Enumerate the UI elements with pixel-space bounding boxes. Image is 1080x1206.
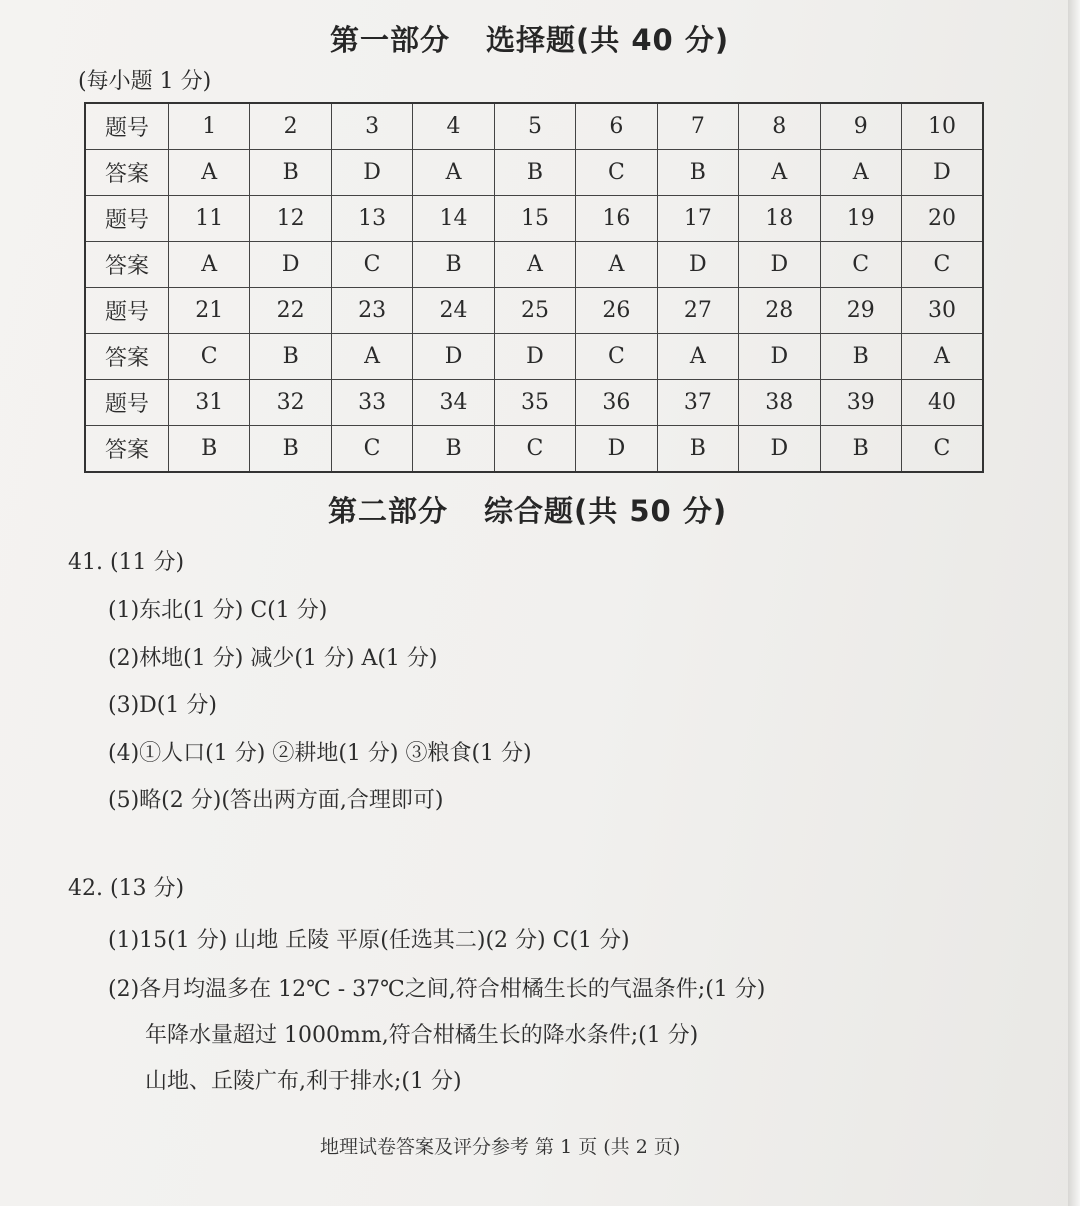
number-cell: 20 bbox=[901, 196, 983, 242]
q42-line-2: (2)各月均温多在 12℃ - 37℃之间,符合柑橘生长的气温条件;(1 分) bbox=[108, 977, 766, 1002]
number-cell: 38 bbox=[739, 380, 820, 426]
q41-line-4: (4)①人口(1 分) ②耕地(1 分) ③粮食(1 分) bbox=[108, 741, 532, 766]
answer-cell: C bbox=[576, 150, 657, 196]
answer-cell: A bbox=[494, 242, 575, 288]
answer-cell: C bbox=[901, 426, 983, 473]
answer-cell: B bbox=[250, 426, 331, 473]
part1-heading bbox=[330, 18, 729, 59]
number-row-label: 题号 bbox=[85, 103, 169, 150]
answer-cell: B bbox=[413, 242, 494, 288]
number-cell: 10 bbox=[901, 103, 983, 150]
answer-cell: B bbox=[494, 150, 575, 196]
part1-title: 第一部分 bbox=[330, 23, 451, 57]
answer-cell: C bbox=[901, 242, 983, 288]
number-cell: 21 bbox=[169, 288, 250, 334]
number-cell: 3 bbox=[331, 103, 412, 150]
number-cell: 30 bbox=[901, 288, 983, 334]
answer-cell: A bbox=[169, 150, 250, 196]
answer-cell: B bbox=[657, 426, 738, 473]
number-cell: 28 bbox=[739, 288, 820, 334]
answer-cell: C bbox=[820, 242, 901, 288]
answer-cell: B bbox=[820, 334, 901, 380]
number-cell: 22 bbox=[250, 288, 331, 334]
number-cell: 23 bbox=[331, 288, 412, 334]
number-cell: 15 bbox=[494, 196, 575, 242]
q41-header: 41. (11 分) bbox=[68, 550, 185, 575]
answer-cell: D bbox=[739, 242, 820, 288]
answer-row bbox=[85, 334, 983, 380]
q42-header: 42. (13 分) bbox=[68, 876, 185, 901]
number-cell: 27 bbox=[657, 288, 738, 334]
number-cell: 13 bbox=[331, 196, 412, 242]
q42-line-4: 山地、丘陵广布,利于排水;(1 分) bbox=[145, 1069, 462, 1094]
number-cell: 5 bbox=[494, 103, 575, 150]
answer-cell: D bbox=[331, 150, 412, 196]
answer-row-label: 答案 bbox=[85, 334, 169, 380]
q41-line-5: (5)略(2 分)(答出两方面,合理即可) bbox=[108, 788, 444, 813]
answer-cell: A bbox=[413, 150, 494, 196]
answer-cell: B bbox=[657, 150, 738, 196]
answer-cell: D bbox=[576, 426, 657, 473]
number-cell: 36 bbox=[576, 380, 657, 426]
number-cell: 35 bbox=[494, 380, 575, 426]
number-cell: 18 bbox=[739, 196, 820, 242]
number-cell: 2 bbox=[250, 103, 331, 150]
answer-cell: B bbox=[820, 426, 901, 473]
answer-cell: A bbox=[657, 334, 738, 380]
part2-subtitle: 综合题(共 50 分) bbox=[484, 494, 728, 528]
number-cell: 9 bbox=[820, 103, 901, 150]
number-row-label: 题号 bbox=[85, 288, 169, 334]
number-cell: 16 bbox=[576, 196, 657, 242]
q41-line-3: (3)D(1 分) bbox=[108, 693, 217, 718]
answer-cell: C bbox=[576, 334, 657, 380]
answer-cell: B bbox=[413, 426, 494, 473]
page-edge bbox=[1068, 0, 1080, 1206]
answer-cell: A bbox=[169, 242, 250, 288]
number-cell: 33 bbox=[331, 380, 412, 426]
answer-cell: B bbox=[250, 150, 331, 196]
page-footer: 地理试卷答案及评分参考 第 1 页 (共 2 页) bbox=[320, 1136, 681, 1158]
part1-note: (每小题 1 分) bbox=[78, 69, 212, 94]
answer-cell: A bbox=[901, 334, 983, 380]
answer-row bbox=[85, 242, 983, 288]
answer-cell: C bbox=[169, 334, 250, 380]
answer-cell: B bbox=[169, 426, 250, 473]
answer-row-label: 答案 bbox=[85, 242, 169, 288]
number-cell: 7 bbox=[657, 103, 738, 150]
number-row bbox=[85, 288, 983, 334]
number-cell: 19 bbox=[820, 196, 901, 242]
answer-cell: D bbox=[739, 334, 820, 380]
number-cell: 17 bbox=[657, 196, 738, 242]
answer-row bbox=[85, 150, 983, 196]
q41-line-1: (1)东北(1 分) C(1 分) bbox=[108, 598, 328, 623]
answer-row-label: 答案 bbox=[85, 150, 169, 196]
answer-cell: D bbox=[494, 334, 575, 380]
number-cell: 25 bbox=[494, 288, 575, 334]
number-cell: 14 bbox=[413, 196, 494, 242]
number-row bbox=[85, 196, 983, 242]
number-cell: 39 bbox=[820, 380, 901, 426]
number-cell: 6 bbox=[576, 103, 657, 150]
number-cell: 12 bbox=[250, 196, 331, 242]
q41-line-2: (2)林地(1 分) 减少(1 分) A(1 分) bbox=[108, 646, 438, 671]
number-cell: 24 bbox=[413, 288, 494, 334]
answer-row bbox=[85, 426, 983, 473]
answer-cell: B bbox=[250, 334, 331, 380]
answer-table bbox=[84, 102, 984, 473]
number-row bbox=[85, 380, 983, 426]
number-cell: 29 bbox=[820, 288, 901, 334]
number-cell: 37 bbox=[657, 380, 738, 426]
q42-line-1: (1)15(1 分) 山地 丘陵 平原(任选其二)(2 分) C(1 分) bbox=[108, 928, 630, 953]
number-cell: 4 bbox=[413, 103, 494, 150]
number-row bbox=[85, 103, 983, 150]
answer-row-label: 答案 bbox=[85, 426, 169, 473]
number-cell: 31 bbox=[169, 380, 250, 426]
number-cell: 34 bbox=[413, 380, 494, 426]
number-cell: 32 bbox=[250, 380, 331, 426]
number-cell: 1 bbox=[169, 103, 250, 150]
answer-cell: D bbox=[657, 242, 738, 288]
answer-cell: D bbox=[739, 426, 820, 473]
part2-heading bbox=[328, 489, 727, 530]
number-cell: 40 bbox=[901, 380, 983, 426]
answer-cell: D bbox=[413, 334, 494, 380]
answer-cell: A bbox=[739, 150, 820, 196]
answer-cell: D bbox=[250, 242, 331, 288]
number-cell: 26 bbox=[576, 288, 657, 334]
answer-cell: A bbox=[576, 242, 657, 288]
number-row-label: 题号 bbox=[85, 380, 169, 426]
answer-cell: C bbox=[494, 426, 575, 473]
part2-title: 第二部分 bbox=[328, 494, 449, 528]
part1-subtitle: 选择题(共 40 分) bbox=[486, 23, 730, 57]
number-cell: 8 bbox=[739, 103, 820, 150]
answer-cell: D bbox=[901, 150, 983, 196]
number-row-label: 题号 bbox=[85, 196, 169, 242]
answer-cell: C bbox=[331, 426, 412, 473]
number-cell: 11 bbox=[169, 196, 250, 242]
answer-cell: A bbox=[331, 334, 412, 380]
q42-line-3: 年降水量超过 1000mm,符合柑橘生长的降水条件;(1 分) bbox=[145, 1023, 699, 1048]
answer-cell: C bbox=[331, 242, 412, 288]
answer-cell: A bbox=[820, 150, 901, 196]
